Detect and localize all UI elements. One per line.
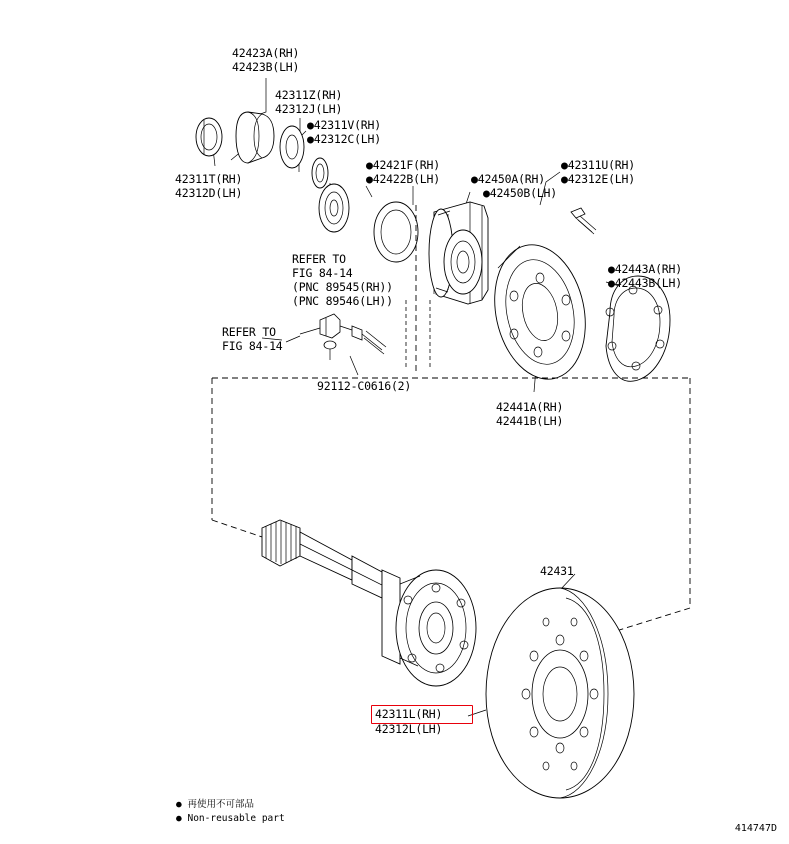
label-42311u-text: ●42311U(RH) <box>561 158 635 172</box>
label-42311t <box>175 172 242 200</box>
label-42312l <box>375 722 442 736</box>
label-92112-text: 92112-C0616(2) <box>317 379 412 393</box>
label-42421f-text: ●42421F(RH) <box>366 158 440 172</box>
legend-marker-jp: ● <box>176 799 182 810</box>
label-42431 <box>540 564 574 578</box>
label-42311u-text2: ●42312E(LH) <box>561 172 635 186</box>
label-42311z-text: 42311Z(RH) <box>275 88 343 102</box>
legend-row-jp <box>176 798 254 811</box>
highlighted-part-line2: 42312L(LH) <box>375 722 443 736</box>
label-42431-text: 42431 <box>540 564 574 578</box>
highlighted-part-line1: 42311L(RH) <box>375 707 443 721</box>
label-42443a-text: ●42443A(RH) <box>608 262 682 276</box>
label-42423-text: 42423A(RH) <box>232 46 300 60</box>
label-42450a <box>471 172 557 200</box>
refer-a-l2: FIG 84-14 <box>292 266 353 280</box>
legend-row-en <box>176 812 285 825</box>
label-refer-to-fig-84-14-b <box>222 325 283 353</box>
label-42441a-text: 42441A(RH) <box>496 400 564 414</box>
label-42311u <box>561 158 635 186</box>
label-42311v-text: ●42311V(RH) <box>307 118 381 132</box>
label-42311t-text: 42311T(RH) <box>175 172 243 186</box>
label-42450a-text2: ●42450B(LH) <box>483 186 557 200</box>
label-42450a-text: ●42450A(RH) <box>471 172 545 186</box>
label-42441a <box>496 400 563 428</box>
legend-marker-en: ● <box>176 813 182 824</box>
label-42311v <box>307 118 381 146</box>
label-42423 <box>232 46 299 74</box>
label-42311z-text2: 42312J(LH) <box>275 102 343 116</box>
refer-b-l2: FIG 84-14 <box>222 339 283 353</box>
label-92112 <box>317 379 411 393</box>
label-42443a-text2: ●42443B(LH) <box>608 276 682 290</box>
refer-a-l4: (PNC 89546(LH)) <box>292 294 393 308</box>
label-42421f <box>366 158 440 186</box>
label-42443a <box>608 262 682 290</box>
figure-code: 414747D <box>734 823 777 834</box>
label-42423-text2: 42423B(LH) <box>232 60 300 74</box>
legend-text-en: Non-reusable part <box>187 813 285 824</box>
label-42311l-highlighted <box>375 707 442 721</box>
refer-a-l1: REFER TO <box>292 252 346 266</box>
label-42311z <box>275 88 342 116</box>
refer-a-l3: (PNC 89545(RH)) <box>292 280 393 294</box>
label-42441a-text2: 42441B(LH) <box>496 414 564 428</box>
label-42311t-text2: 42312D(LH) <box>175 186 243 200</box>
label-refer-to-fig-84-14-a <box>292 252 393 308</box>
label-42421f-text2: ●42422B(LH) <box>366 172 440 186</box>
label-42311v-text2: ●42312C(LH) <box>307 132 381 146</box>
refer-b-l1: REFER TO <box>222 325 276 339</box>
legend-text-jp: 再使用不可部品 <box>187 799 254 810</box>
